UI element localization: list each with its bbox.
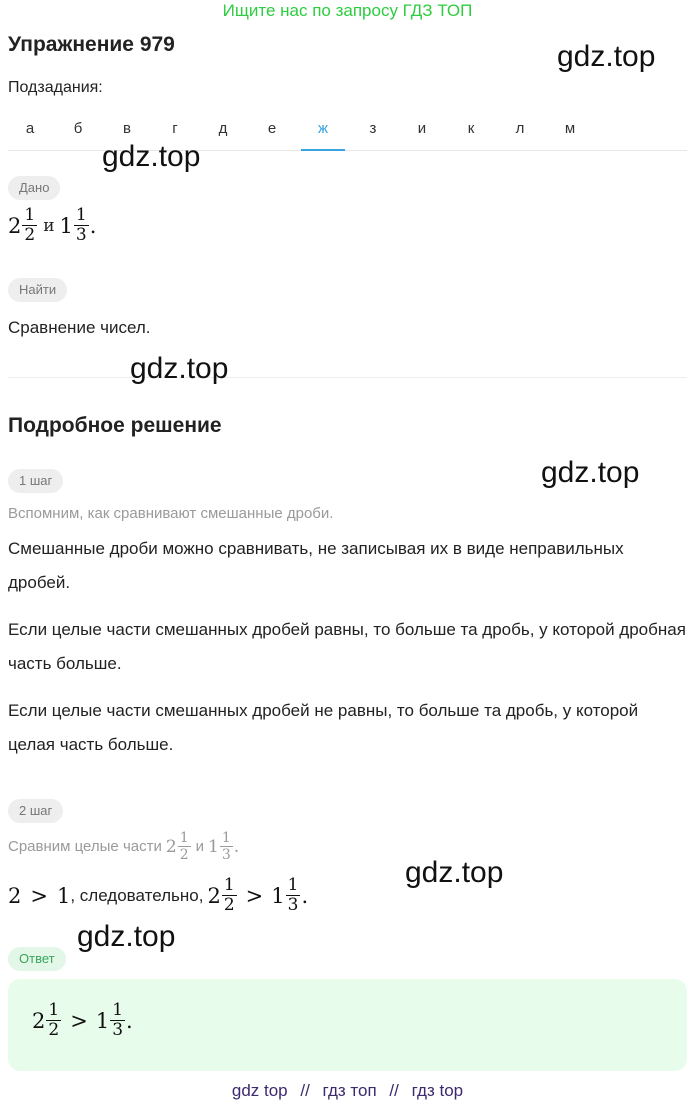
given-a-whole: 2 — [8, 213, 22, 238]
top-banner: Ищите нас по запросу ГДЗ ТОП — [222, 1, 473, 20]
step1-paragraph-1: Смешанные дроби можно сравнивать, не записывая их в виде неправильных дробей. — [8, 539, 624, 592]
find-text: Сравнение чисел. — [8, 318, 151, 337]
footer-link-1[interactable]: gdz top — [231, 1081, 288, 1100]
watermark: gdz.top — [102, 140, 201, 173]
section-divider — [8, 377, 687, 378]
step2-therefore: , следовательно, — [70, 885, 204, 905]
tab-d[interactable]: д — [218, 120, 228, 137]
watermark: gdz.top — [541, 456, 640, 489]
watermark: gdz.top — [77, 920, 176, 953]
given-b-whole: 1 — [59, 213, 73, 238]
given-a-fraction: $\frac{1}{2}$ — [24, 205, 36, 245]
tab-b[interactable]: б — [73, 120, 83, 137]
given-chip: Дано — [8, 176, 60, 200]
watermark: gdz.top — [557, 40, 656, 73]
answer-chip: Ответ — [8, 947, 66, 971]
footer-links — [0, 1081, 695, 1101]
step1-paragraph-3: Если целые части смешанных дробей не равны, то больше та дробь, у которой целая часть больше. — [8, 701, 639, 754]
step2-hint: Сравним целые части 2 $\frac{1}{2}$ и 1 $\frac{1}{3}$ . — [8, 830, 240, 863]
page-title: Упражнение 979 — [8, 33, 175, 56]
tab-k[interactable]: к — [467, 120, 475, 137]
tab-e[interactable]: е — [267, 120, 277, 137]
subtasks-label: Подзадания: — [8, 79, 103, 96]
given-conj: и — [43, 215, 55, 236]
step2-chip: 2 шаг — [8, 799, 63, 823]
tab-l[interactable]: л — [515, 120, 525, 137]
given-b-fraction: $\frac{1}{3}$ — [75, 205, 87, 245]
watermark: gdz.top — [405, 856, 504, 889]
solution-title: Подробное решение — [8, 414, 222, 437]
tab-zh[interactable]: ж — [301, 113, 345, 151]
step2-hint-text: Сравним целые части — [8, 838, 162, 855]
answer-box — [8, 979, 687, 1071]
footer-link-3[interactable]: гдз top — [411, 1081, 464, 1100]
given-expression: 2 $\frac{1}{2}$ и 1 $\frac{1}{3}$ . — [8, 205, 97, 245]
answer-expression: 2 $\frac{1}{2}$ > 1 $\frac{1}{3}$ . — [32, 1000, 133, 1040]
tab-z[interactable]: з — [369, 120, 377, 137]
tab-a[interactable]: а — [25, 120, 35, 137]
step1-paragraph-2: Если целые части смешанных дробей равны, то больше та дробь, у которой дробная часть больше. — [8, 620, 686, 673]
footer-separator: // — [389, 1081, 399, 1100]
tab-i[interactable]: и — [417, 120, 427, 137]
footer-separator: // — [300, 1081, 310, 1100]
step1-hint: Вспомним, как сравнивают смешанные дроби. — [8, 505, 334, 522]
find-chip: Найти — [8, 278, 67, 302]
step1-chip: 1 шаг — [8, 469, 63, 493]
footer-link-2[interactable]: гдз топ — [322, 1081, 377, 1100]
tab-v[interactable]: в — [123, 120, 131, 137]
tab-g[interactable]: г — [172, 120, 178, 137]
watermark: gdz.top — [130, 352, 229, 385]
step2-conclusion: 2 > 1 , следовательно, 2 $\frac{1}{2}$ > 1 $\frac{1}{3}$ . — [8, 875, 309, 915]
tab-m[interactable]: м — [564, 120, 576, 137]
